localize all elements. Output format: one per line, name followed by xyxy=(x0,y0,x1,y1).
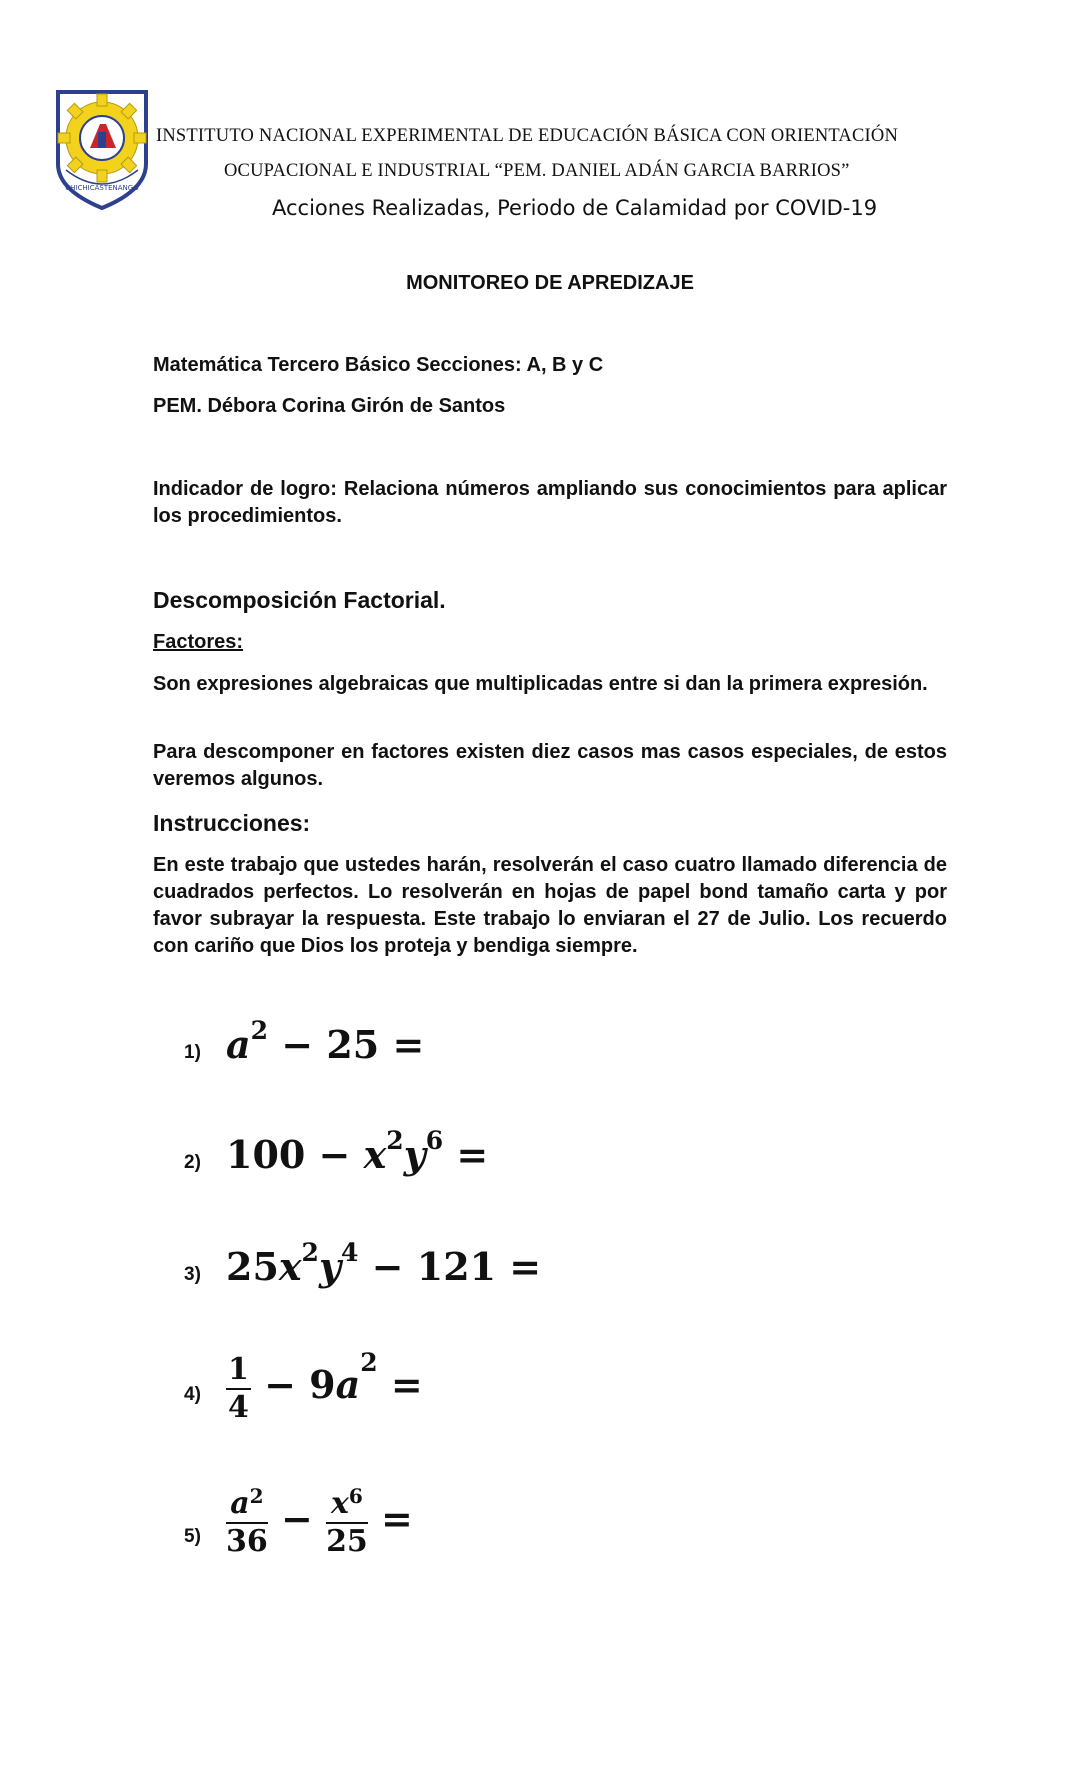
exercise-expression-1: $a^2 - 25$ = xyxy=(226,1016,425,1067)
institution-name-line1: INSTITUTO NACIONAL EXPERIMENTAL DE EDUCACIÓN BÁSICA CON ORIENTACIÓN xyxy=(156,126,899,146)
exercise-expression-3: $25x^2y^4 - 121$ = xyxy=(226,1238,542,1289)
exercise-expression-5: $\frac{a^2}{36}$ − $\frac{x^6}{25}$ = xyxy=(226,1484,413,1559)
exercise-expression-2: $100 - x^2y^6$ = xyxy=(226,1126,489,1177)
course-info: Matemática Tercero Básico Secciones: A, B y C xyxy=(153,354,604,376)
instructions-heading: Instrucciones: xyxy=(153,810,311,836)
document-title: MONITOREO DE APREDIZAJE xyxy=(406,272,694,294)
school-logo xyxy=(52,86,152,212)
exercise-expression-4: $\frac{1}{4}$ − $9a^2$ = xyxy=(228,1348,423,1425)
logo-text: CHICHICASTENANGO xyxy=(65,184,139,192)
teacher-name: PEM. Débora Corina Girón de Santos xyxy=(153,395,506,417)
exercise-number: 3) xyxy=(184,1264,201,1285)
exercise-number: 2) xyxy=(184,1152,201,1173)
exercise-number: 1) xyxy=(184,1042,201,1063)
exercise-number: 5) xyxy=(184,1526,201,1547)
achievement-indicator: Indicador de logro: Relaciona números ampliando sus conocimientos para aplicar los procedimientos. xyxy=(153,478,947,527)
exercise-number: 4) xyxy=(184,1384,201,1405)
header-subtitle: Acciones Realizadas, Periodo de Calamidad por COVID-19 xyxy=(272,196,878,220)
cases-text: Para descomponer en factores existen diez casos mas casos especiales, de estos veremos algunos. xyxy=(153,741,947,790)
instructions-text: En este trabajo que ustedes harán, resolverán el caso cuatro llamado diferencia de cuadrados perfectos. Lo resolverán en hojas de papel bond tamaño carta y por favor subrayar la respuesta. Este trabajo lo enviaran el 27 de Julio. Los recuerdo con cariño que Dios los proteja y bendiga siempre. xyxy=(153,854,947,957)
section-title: Descomposición Factorial. xyxy=(153,587,446,613)
institution-name-line2: OCUPACIONAL E INDUSTRIAL “PEM. DANIEL ADÁN GARCIA BARRIOS” xyxy=(224,161,850,181)
factors-heading: Factores: xyxy=(153,631,244,653)
factors-definition: Son expresiones algebraicas que multiplicadas entre si dan la primera expresión. xyxy=(153,673,928,695)
